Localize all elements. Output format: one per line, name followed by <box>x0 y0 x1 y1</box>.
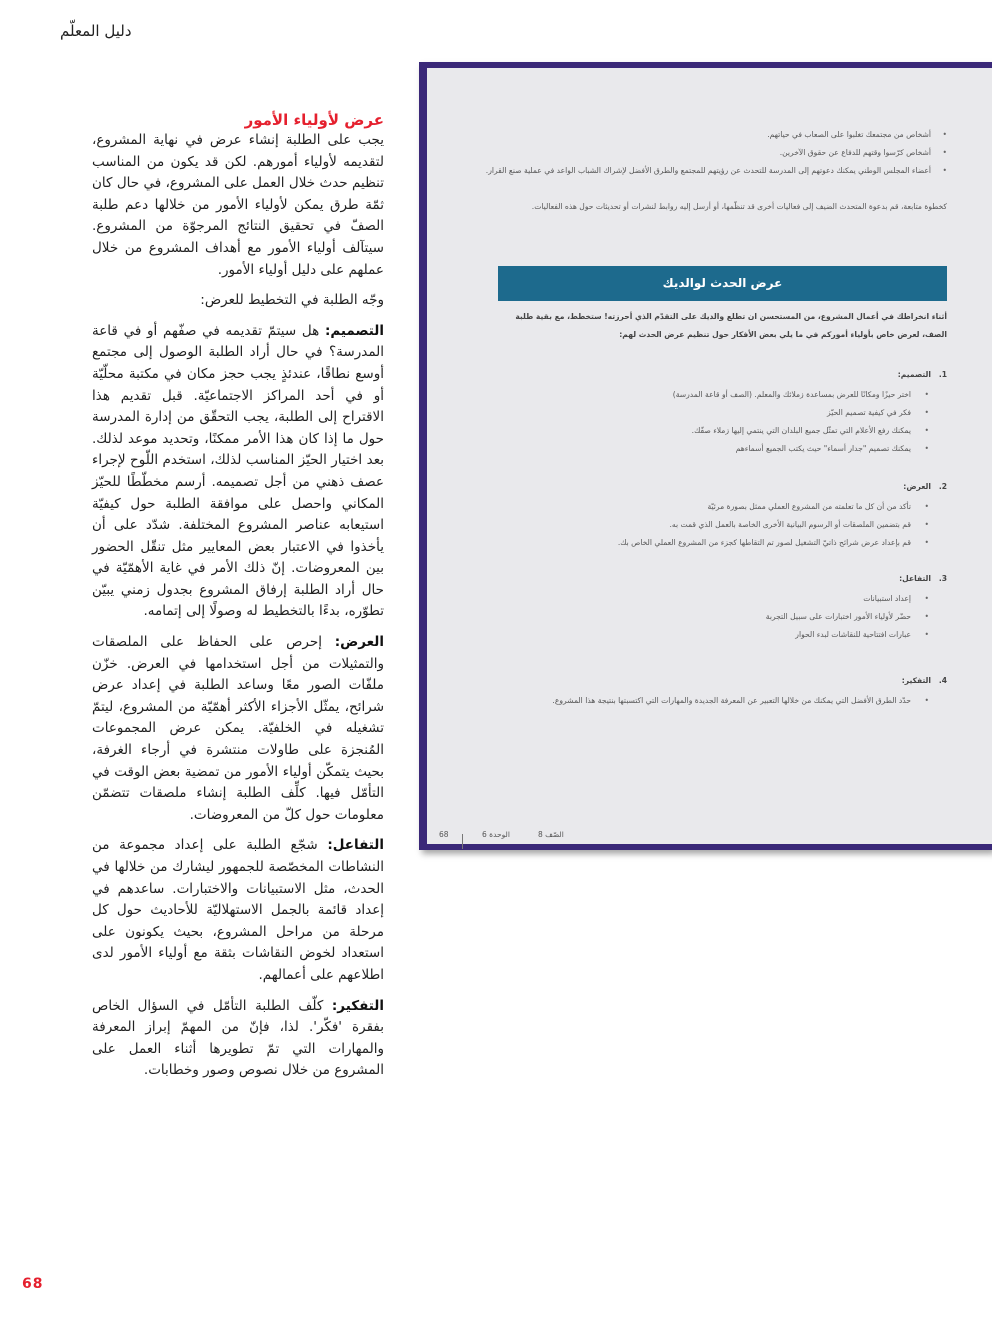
paragraph-interaction: التفاعل: شجّع الطلبة على إعداد مجموعة من النشاطات المخصّصة للجمهور ليشارك من خلالها في الحدث، مثل الاستبيانات والاختبارات. ساعدهم في إعداد قائمة بالجمل الاستهلاليّة للأحاديث حول كل مرحلة من مراحل المشروع، بحيث يكونون على استعداد لخوض النقاشات بثقة مع أولياء الأمور لدى اطلاعهم على أعمالهم. <box>92 837 384 983</box>
student-book-page-preview <box>419 62 992 850</box>
section-interaction: 3. التفاعل: • إعداد استبيانات • حضّر لأولياء الأمور اختبارات على سبيل التجربة • عبارات افتتاحية للنقاشات لبدء الحوار <box>487 570 947 644</box>
paragraph-intro: يجب على الطلبة إنشاء عرض في نهاية المشروع، لتقديمه لأولياء أمورهم. لكن قد يكون من المناسب تنظيم حدث خلال العمل على المشروع، في حال كان ثمّة طرق يمكن لأولياء الأمور من خلالها دعم طلبة الصفّ في تحقيق النتائج المرجوّة من المشروع. سيتآلف أولياء الأمور مع أهداف المشروع من خلال عملهم على دليل أولياء الأمور. <box>92 132 384 278</box>
list-item: • قم بتضمين الملصقات أو الرسوم البيانية الأخرى الخاصة بالعمل الذي قمت به. <box>487 516 929 534</box>
paragraph-display: العرض: إحرص على الحفاظ على الملصقات والتمثيلات من أجل استخدامها في العرض. خزّن ملفّات الصور معًا وساعد الطلبة في إعداد عرض شرائح، يمثّل الأجزاء الأكثر أهمّيّة من المشروع، ليتمّ تشغيله في الخلفيّة. يمكن عرض المجموعات المُنجزة على طاولات منتشرة في أرجاء الغرفة، بحيث يتمكّن أولياء الأمور من تمضية بعض الوقت في التأمّل فيها. كلِّف الطلبة إنشاء ملصقات تتضمّن معلومات حول كلّ من المعروضات. <box>92 634 384 823</box>
section-reflection: 4. التفكير: • حدّد الطرق الأفضل التي يمكنك من خلالها التعبير عن المعرفة الجديدة والمهارات التي اكتسبتها بنتيجة هذا المشروع. <box>487 672 947 710</box>
speaker-bullets <box>477 126 947 180</box>
list-item: • قم بإعداد عرض شرائح ذاتيّ التشغيل لصور تم التقاطها كجزء من المشروع العملي الخاص بك. <box>487 534 929 552</box>
list-item: • يمكنك رفع الأعلام التي تمثّل جميع البلدان التي ينتمي إليها زملاء صفّك. <box>487 422 929 440</box>
list-item: • حدّد الطرق الأفضل التي يمكنك من خلالها التعبير عن المعرفة الجديدة والمهارات التي اكتسبتها بنتيجة هذا المشروع. <box>487 692 929 710</box>
list-item: • عبارات افتتاحية للنقاشات لبدء الحوار <box>487 626 929 644</box>
preview-grade-label: الصّف 8 <box>538 830 564 839</box>
paragraph-reflection: التفكير: كلّف الطلبة التأمّل في السؤال الخاص بفقرة 'فكّر'. لذا، فإنّ من المهمّ إبراز المعرفة والمهارات التي تمّ تطويرها أثناء العمل على المشروع من خلال نصوص وصور وخطابات. <box>92 997 384 1079</box>
list-item: • إعداد استبيانات <box>487 590 929 608</box>
section-display: 2. العرض: • تأكد من أن كل ما تعلمته من المشروع العملي ممثل بصورة مرئيّة • قم بتضمين الملصقات أو الرسوم البيانية الأخرى الخاصة بالعمل الذي قمت به. • قم بإعداد عرض شرائح ذاتيّ التشغيل لصور تم التقاطها كجزء من المشروع العملي الخاص بك. <box>487 478 947 552</box>
page-number: 68 <box>22 1276 44 1292</box>
preview-page <box>427 68 992 844</box>
paragraph-design: التصميم: هل سيتمّ تقديمه في صفّهم أو في قاعة المدرسة؟ في حال أراد الطلبة الوصول إلى مجتمع أوسع نطاقًا، عندئذٍ يجب حجز مكان في مكتبة محلّيّة أو في أحد المراكز الاجتماعيّة. قبل تقديم هذا الاقتراح إلى الطلبة، يجب التحقّق من إدارة المدرسة حول ما إذا كان هذا الأمر ممكنًا، وتحديد موعد لذلك. بعد اختيار الحيّز المناسب لذلك، استخدم اللّوح لإجراء عصف ذهني من أجل تصميمه. أرسم مخطّطًا للحيّز المكاني واحصل على موافقة الطلبة حول كيفيّة استيعابه عناصر المشروع المختلفة. شدّد على أن يأخذوا في الاعتبار بعض المعايير مثل تنقّل الحضور بين المعروضات. إنّ ذلك الأمر في غاية الأهمّيّة في حال أراد الطلبة إرفاق المشروع بجدول زمني يبيّن تطوّره، بدءًا بالتخطيط له وصولًا إلى إتمامه. <box>92 322 384 620</box>
preview-unit-label: الوحدة 6 <box>482 830 510 839</box>
section-title-bar: عرض الحدث لوالديك <box>498 266 947 301</box>
section-design: 1. التصميم: • اختر حيزًا ومكانًا للعرض بمساعدة زملائك والمعلم. (الصف أو قاعة المدرسة) • فكر في كيفية تصميم الحيّز • يمكنك رفع الأعلام التي تمثّل جميع البلدان التي ينتمي إليها زملاء صفّك. • يمكنك تصميم "جدار أسماء" حيث يكتب الجميع أسماءهم <box>487 366 947 458</box>
list-item: • فكر في كيفية تصميم الحيّز <box>487 404 929 422</box>
page-header-title: دليل المعلّم <box>60 22 132 40</box>
list-item: • تأكد من أن كل ما تعلمته من المشروع العملي ممثل بصورة مرئيّة <box>487 498 929 516</box>
preview-page-number: 68 <box>439 830 449 839</box>
list-item: • أعضاء المجلس الوطني يمكنك دعوتهم إلى المدرسة للتحدث عن رؤيتهم للمجتمع والطرق الأفضل لإشراك الشباب الواعد في عملية صنع القرار. <box>477 162 947 180</box>
paragraph-guide: وجّه الطلبة في التخطيط للعرض: <box>200 292 384 309</box>
section-intro: أثناء انخراطك في أعمال المشروع، من المستحسن ان تطلع والديك على التقدّم الذي أحرزته! ستخطط، مع بقية طلبة الصف، لعرض خاص بأولياء أموركم في ما يلي بعض الأفكار حول تنظيم عرض الحدث لهم: <box>515 312 947 339</box>
footer-divider <box>462 834 463 849</box>
list-item: • أشخاص كرّسوا وقتهم للدفاع عن حقوق الآخرين. <box>477 144 947 162</box>
list-item: • أشخاص من مجتمعك تغلبوا على الصعاب في حياتهم. <box>477 126 947 144</box>
list-item: • يمكنك تصميم "جدار أسماء" حيث يكتب الجميع أسماءهم <box>487 440 929 458</box>
follow-up-text: كخطوة متابعة، قم بدعوة المتحدث الضيف إلى فعاليات أخرى قد تنظّمها، أو أرسل إليه روابط لنشرات أو تحديثات حول هذه الفعاليات. <box>531 202 947 211</box>
list-item: • اختر حيزًا ومكانًا للعرض بمساعدة زملائك والمعلم. (الصف أو قاعة المدرسة) <box>487 386 929 404</box>
article-column <box>92 110 384 1091</box>
article-heading: عرض لأولياء الأمور <box>244 111 384 129</box>
list-item: • حضّر لأولياء الأمور اختبارات على سبيل التجربة <box>487 608 929 626</box>
